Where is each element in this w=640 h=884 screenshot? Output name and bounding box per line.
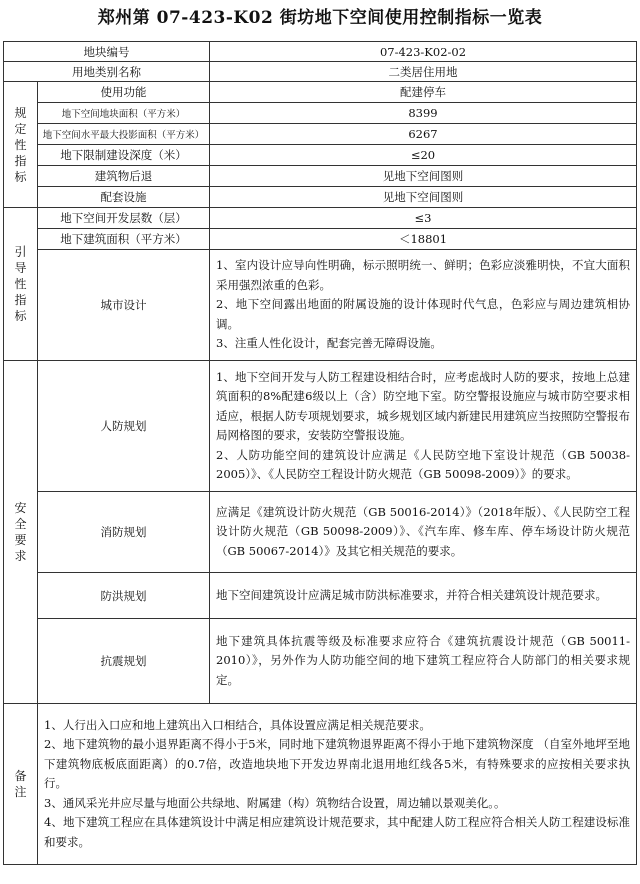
row-label: 使用功能 xyxy=(38,82,210,103)
table-row xyxy=(4,166,637,187)
category-remarks: 备 注 xyxy=(4,704,38,865)
category-regulatory: 规 定 性 指 标 xyxy=(4,82,38,208)
remarks-text: 1、人行出入口应和地上建筑出入口相结合，具体设置应满足相关规范要求。 2、地下建筑物的最小退界距离不得小于5米，同时地下建筑物退界距离不得小于地下建筑物深度 （自室外地坪至地下建筑物底板底面距离）的0.7倍，改造地块地下开发边界南北退用地红线各5米，有特殊要求的应按相关要求执行。 3、通风采光井应尽量与地面公共绿地、附属建（构）筑物结合设置，周边辅以景观美化。。 4、地下建筑工程应在具体建筑设计中满足相应建筑设计规范要求，其中配建人防工程应符合相关人防工程建设标准和要求。 xyxy=(38,704,637,865)
row-label: 消防规划 xyxy=(38,492,210,573)
row-value: ＜18801 xyxy=(210,229,637,250)
row-label: 用地类别名称 xyxy=(4,62,210,82)
table-row xyxy=(4,573,637,619)
urban-design-text: 1、室内设计应导向性明确，标示照明统一、鲜明；色彩应淡雅明快，不宜大面积采用强烈浓重的色彩。 2、地下空间露出地面的附属设施的设计体现时代气息，色彩应与周边建筑相协调。 3、注重人性化设计，配套完善无障碍设施。 xyxy=(210,250,637,361)
row-label: 地下空间水平最大投影面积（平方米） xyxy=(38,124,210,145)
row-label: 防洪规划 xyxy=(38,573,210,619)
row-label: 配套设施 xyxy=(38,187,210,208)
row-label: 抗震规划 xyxy=(38,619,210,704)
row-label: 城市设计 xyxy=(38,250,210,361)
row-label: 建筑物后退 xyxy=(38,166,210,187)
table-row xyxy=(4,619,637,704)
row-value: 见地下空间图则 xyxy=(210,166,637,187)
row-value: 配建停车 xyxy=(210,82,637,103)
table-row xyxy=(4,42,637,62)
row-value: 二类居住用地 xyxy=(210,62,637,82)
table-row xyxy=(4,124,637,145)
row-value: 07-423-K02-02 xyxy=(210,42,637,62)
table-row xyxy=(4,361,637,492)
table-row xyxy=(4,145,637,166)
fire-protection-text: 应满足《建筑设计防火规范（GB 50016-2014）》（2018年版）、《人民防空工程设计防火规范（GB 50098-2009）》、《汽车库、修车库、停车场设计防火规范（GB 50067-2014）》及其它相关规范的要求。 xyxy=(210,492,637,573)
table-row xyxy=(4,82,637,103)
table-row xyxy=(4,187,637,208)
seismic-text: 地下建筑具体抗震等级及标准要求应符合《建筑抗震设计规范（GB 50011-2010）》，另外作为人防功能空间的地下建筑工程应符合人防部门的相关要求规定。 xyxy=(210,619,637,704)
table-row xyxy=(4,250,637,361)
table-row xyxy=(4,208,637,229)
row-label: 地下空间地块面积（平方米） xyxy=(38,103,210,124)
table-row xyxy=(4,704,637,865)
row-value: 见地下空间图则 xyxy=(210,187,637,208)
row-label: 地块编号 xyxy=(4,42,210,62)
civil-defense-text: 1、地下空间开发与人防工程建设相结合时，应考虑战时人防的要求，按地上总建筑面积的8%配建6级以上（含）防空地下室。防空警报设施应与城市防空要求相适应，根据人防专项规划要求，城乡规划区域内新建民用建筑应当按照防空警报布局网格图的要求，安装防空警报设施。 2、人防功能空间的建筑设计应满足《人民防空地下室设计规范（GB 50038-2005）》、《人民防空工程设计防火规范（GB 50098-2009）》的要求。 xyxy=(210,361,637,492)
row-label: 地下限制建设深度（米） xyxy=(38,145,210,166)
row-value: 6267 xyxy=(210,124,637,145)
table-row xyxy=(4,492,637,573)
row-label: 人防规划 xyxy=(38,361,210,492)
row-label: 地下空间开发层数（层） xyxy=(38,208,210,229)
category-guiding: 引 导 性 指 标 xyxy=(4,208,38,361)
table-row xyxy=(4,62,637,82)
row-label: 地下建筑面积（平方米） xyxy=(38,229,210,250)
table-row xyxy=(4,229,637,250)
page-title: 郑州第 07-423-K02 街坊地下空间使用控制指标一览表 xyxy=(97,8,543,28)
control-index-table xyxy=(3,41,637,865)
table-row xyxy=(4,103,637,124)
row-value: 8399 xyxy=(210,103,637,124)
flood-control-text: 地下空间建筑设计应满足城市防洪标准要求，并符合相关建筑设计规范要求。 xyxy=(210,573,637,619)
row-value: ≤3 xyxy=(210,208,637,229)
row-value: ≤20 xyxy=(210,145,637,166)
category-safety: 安 全 要 求 xyxy=(4,361,38,704)
